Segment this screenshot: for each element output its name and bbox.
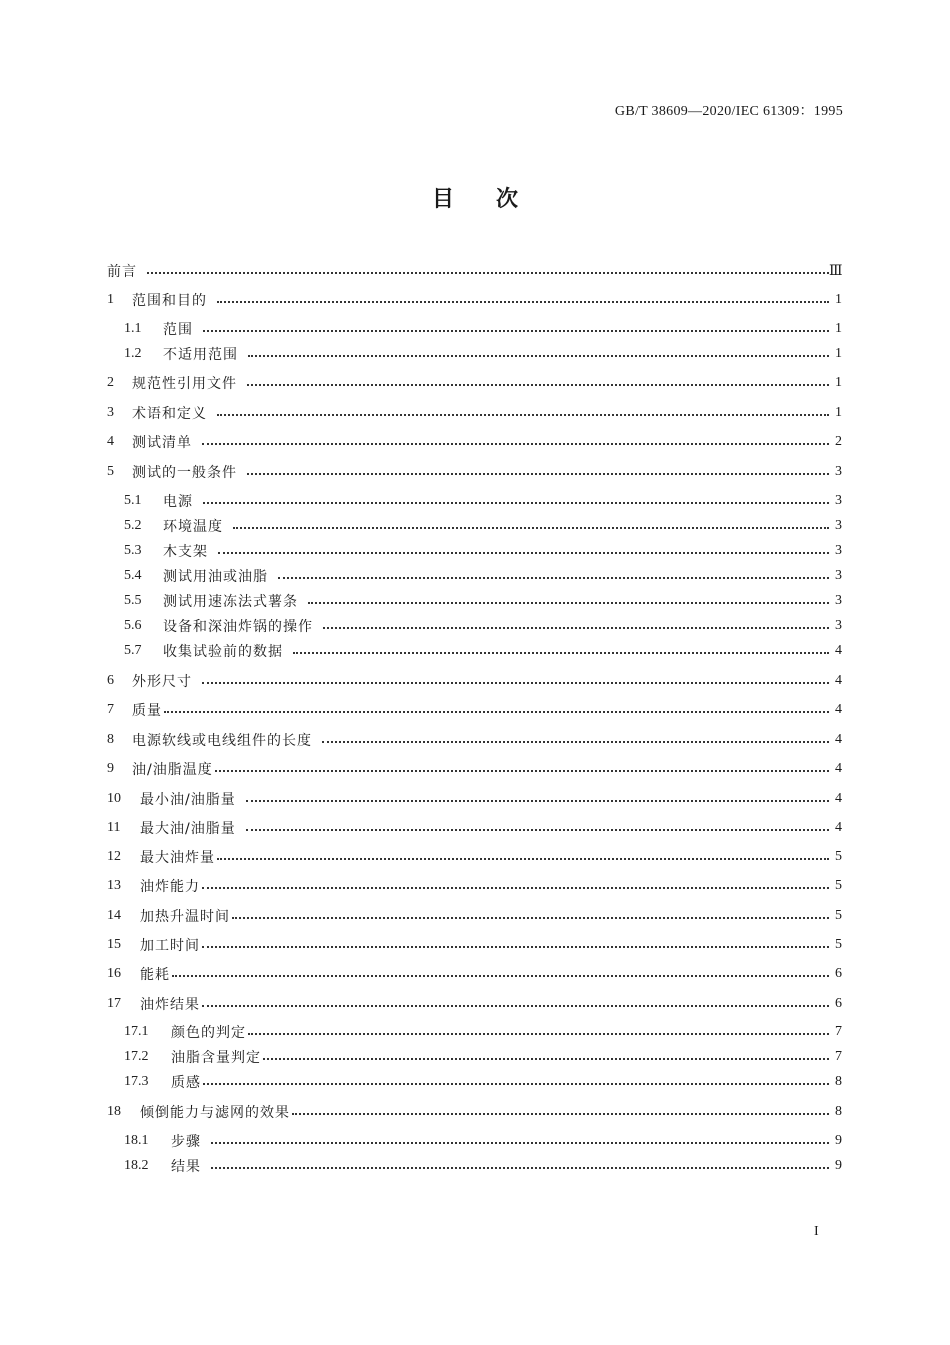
toc-entry[interactable] [107,402,842,424]
standard-number: GB/T 38609—2020/IEC 61309：1995 [614,104,843,119]
toc-entry[interactable] [107,905,842,927]
toc-label: 测试用速冻法式薯条 [163,594,298,610]
leader-dots [246,800,829,802]
toc-entry[interactable] [107,565,842,587]
leader-dots [203,502,829,504]
toc-entry[interactable] [107,729,842,751]
toc-page: 4 [835,643,842,658]
toc-page: 5 [835,849,842,864]
toc-page: 4 [835,732,842,747]
toc-label: 加工时间 [140,938,200,954]
toc-page: 6 [835,996,842,1011]
leader-dots [203,1083,829,1085]
leader-dots [248,355,829,357]
toc-label: 测试用油或油脂 [163,569,268,585]
toc-number: 18.2 [124,1158,149,1173]
toc-label: 油脂含量判定 [171,1050,261,1066]
leader-dots [202,682,829,684]
toc-page: 3 [835,543,842,558]
leader-dots [202,946,829,948]
toc-label: 范围和目的 [132,293,207,309]
toc-entry[interactable] [107,875,842,897]
toc-label: 范围 [163,322,193,338]
toc-label: 质感 [171,1075,201,1091]
toc-label: 外形尺寸 [132,674,192,690]
toc-entry[interactable] [107,318,842,340]
toc-number: 13 [107,878,121,893]
toc-page: 7 [835,1049,842,1064]
toc-entry[interactable] [107,758,842,780]
toc-label: 收集试验前的数据 [163,644,283,660]
toc-label: 油炸结果 [140,997,200,1013]
toc-entry[interactable] [107,289,842,311]
leader-dots [233,527,829,529]
toc-label: 术语和定义 [132,406,207,422]
page-number: I [814,1224,819,1239]
leader-dots [292,1113,829,1115]
leader-dots [202,443,829,445]
toc-number: 3 [107,405,114,420]
leader-dots [218,552,829,554]
toc-number: 1 [107,292,114,307]
toc-entry[interactable] [107,670,842,692]
leader-dots [248,1033,829,1035]
toc-page: 1 [835,375,842,390]
toc-page: 3 [835,568,842,583]
toc-page: 9 [835,1133,842,1148]
toc-entry[interactable] [107,461,842,483]
toc-page: 3 [835,518,842,533]
toc-entry[interactable] [107,963,842,985]
toc-number: 6 [107,673,114,688]
toc-number: 1.1 [124,321,142,336]
leader-dots [263,1058,829,1060]
toc-entry[interactable] [107,490,842,512]
toc-number: 16 [107,966,121,981]
leader-dots [278,577,829,579]
toc-number: 5.7 [124,643,142,658]
toc-number: 5.6 [124,618,142,633]
toc-label: 倾倒能力与滤网的效果 [140,1105,290,1121]
toc-entry[interactable] [107,540,842,562]
toc-label: 不适用范围 [163,347,238,363]
toc-label: 结果 [171,1159,201,1175]
toc-number: 2 [107,375,114,390]
toc-number: 12 [107,849,121,864]
leader-dots [308,602,829,604]
toc-number: 17 [107,996,121,1011]
leader-dots [217,414,829,416]
toc-entry[interactable] [107,699,842,721]
toc-page: 2 [835,434,842,449]
toc-page: 8 [835,1074,842,1089]
leader-dots [211,1167,829,1169]
toc-entry[interactable] [107,1046,842,1068]
toc-number: 17.1 [124,1024,149,1039]
toc-page: 5 [835,908,842,923]
leader-dots [322,741,829,743]
leader-dots [147,272,829,274]
toc-page: 1 [835,405,842,420]
leader-dots [215,770,829,772]
toc-number: 11 [107,820,121,835]
toc-label: 最小油/油脂量 [140,792,236,808]
leader-dots [211,1142,829,1144]
toc-label: 最大油炸量 [140,850,215,866]
toc-number: 18.1 [124,1133,149,1148]
toc-page: 4 [835,820,842,835]
toc-page: 1 [835,292,842,307]
toc-label: 电源 [163,494,193,510]
toc-page: 4 [835,702,842,717]
page-title: 目次 [431,187,560,212]
toc-page: 3 [835,593,842,608]
toc-label: 设备和深油炸锅的操作 [163,619,313,635]
toc-number: 10 [107,791,121,806]
toc-number: 5.3 [124,543,142,558]
toc-number: 7 [107,702,114,717]
toc-number: 9 [107,761,114,776]
toc-entry[interactable] [107,846,842,868]
leader-dots [293,652,829,654]
toc-number: 17.2 [124,1049,149,1064]
toc-page: 1 [835,321,842,336]
toc-number: 17.3 [124,1074,149,1089]
toc-number: 5.5 [124,593,142,608]
toc-entry[interactable] [107,993,842,1015]
toc-label: 规范性引用文件 [132,376,237,392]
toc-label: 最大油/油脂量 [140,821,236,837]
toc-entry[interactable] [107,640,842,662]
toc-page: 4 [835,673,842,688]
toc-label: 质量 [132,703,162,719]
toc-page: 4 [835,761,842,776]
toc-entry[interactable] [107,615,842,637]
leader-dots [323,627,829,629]
toc-number: 18 [107,1104,121,1119]
toc-number: 15 [107,937,121,952]
toc-entry[interactable] [107,372,842,394]
leader-dots [164,711,829,713]
toc-entry[interactable] [107,343,842,365]
toc-label: 油炸能力 [140,879,200,895]
toc-label: 能耗 [140,967,170,983]
toc-page: 8 [835,1104,842,1119]
leader-dots [247,473,829,475]
toc-entry[interactable] [107,1071,842,1093]
toc-label: 油/油脂温度 [132,762,213,778]
toc-page: 6 [835,966,842,981]
leader-dots [232,917,829,919]
toc-entry[interactable] [107,590,842,612]
toc-number: 5.4 [124,568,142,583]
toc-number: 5.2 [124,518,142,533]
toc-entry[interactable] [107,1101,842,1123]
toc-number: 5 [107,464,114,479]
toc-page: 7 [835,1024,842,1039]
leader-dots [217,301,829,303]
leader-dots [172,975,829,977]
toc-page: 1 [835,346,842,361]
toc-page: 4 [835,791,842,806]
toc-label: 颜色的判定 [171,1025,246,1041]
leader-dots [202,887,829,889]
leader-dots [202,1005,829,1007]
toc-entry[interactable] [107,1130,842,1152]
toc-number: 5.1 [124,493,142,508]
toc-entry[interactable] [107,1021,842,1043]
toc-entry[interactable] [107,431,842,453]
toc-label: 测试清单 [132,435,192,451]
toc-label: 前言 [107,264,137,280]
toc-entry[interactable] [107,515,842,537]
toc-label: 木支架 [163,544,208,560]
toc-page: 5 [835,878,842,893]
toc-label: 测试的一般条件 [132,465,237,481]
toc-page: 3 [835,464,842,479]
leader-dots [217,858,829,860]
toc-entry[interactable] [107,817,842,839]
toc-number: 8 [107,732,114,747]
toc-entry[interactable] [107,1155,842,1177]
toc-page: 9 [835,1158,842,1173]
toc-number: 4 [107,434,114,449]
toc-label: 电源软线或电线组件的长度 [132,733,312,749]
toc-page: Ⅲ [829,263,843,279]
toc-page: 5 [835,937,842,952]
toc-entry-foreword[interactable] [107,260,842,282]
leader-dots [246,829,829,831]
toc-label: 步骤 [171,1134,201,1150]
toc-entry[interactable] [107,788,842,810]
toc-page: 3 [835,618,842,633]
leader-dots [203,330,829,332]
toc-number: 14 [107,908,121,923]
toc-page: 3 [835,493,842,508]
leader-dots [247,384,829,386]
toc-entry[interactable] [107,934,842,956]
toc-label: 加热升温时间 [140,909,230,925]
toc-number: 1.2 [124,346,142,361]
toc-label: 环境温度 [163,519,223,535]
